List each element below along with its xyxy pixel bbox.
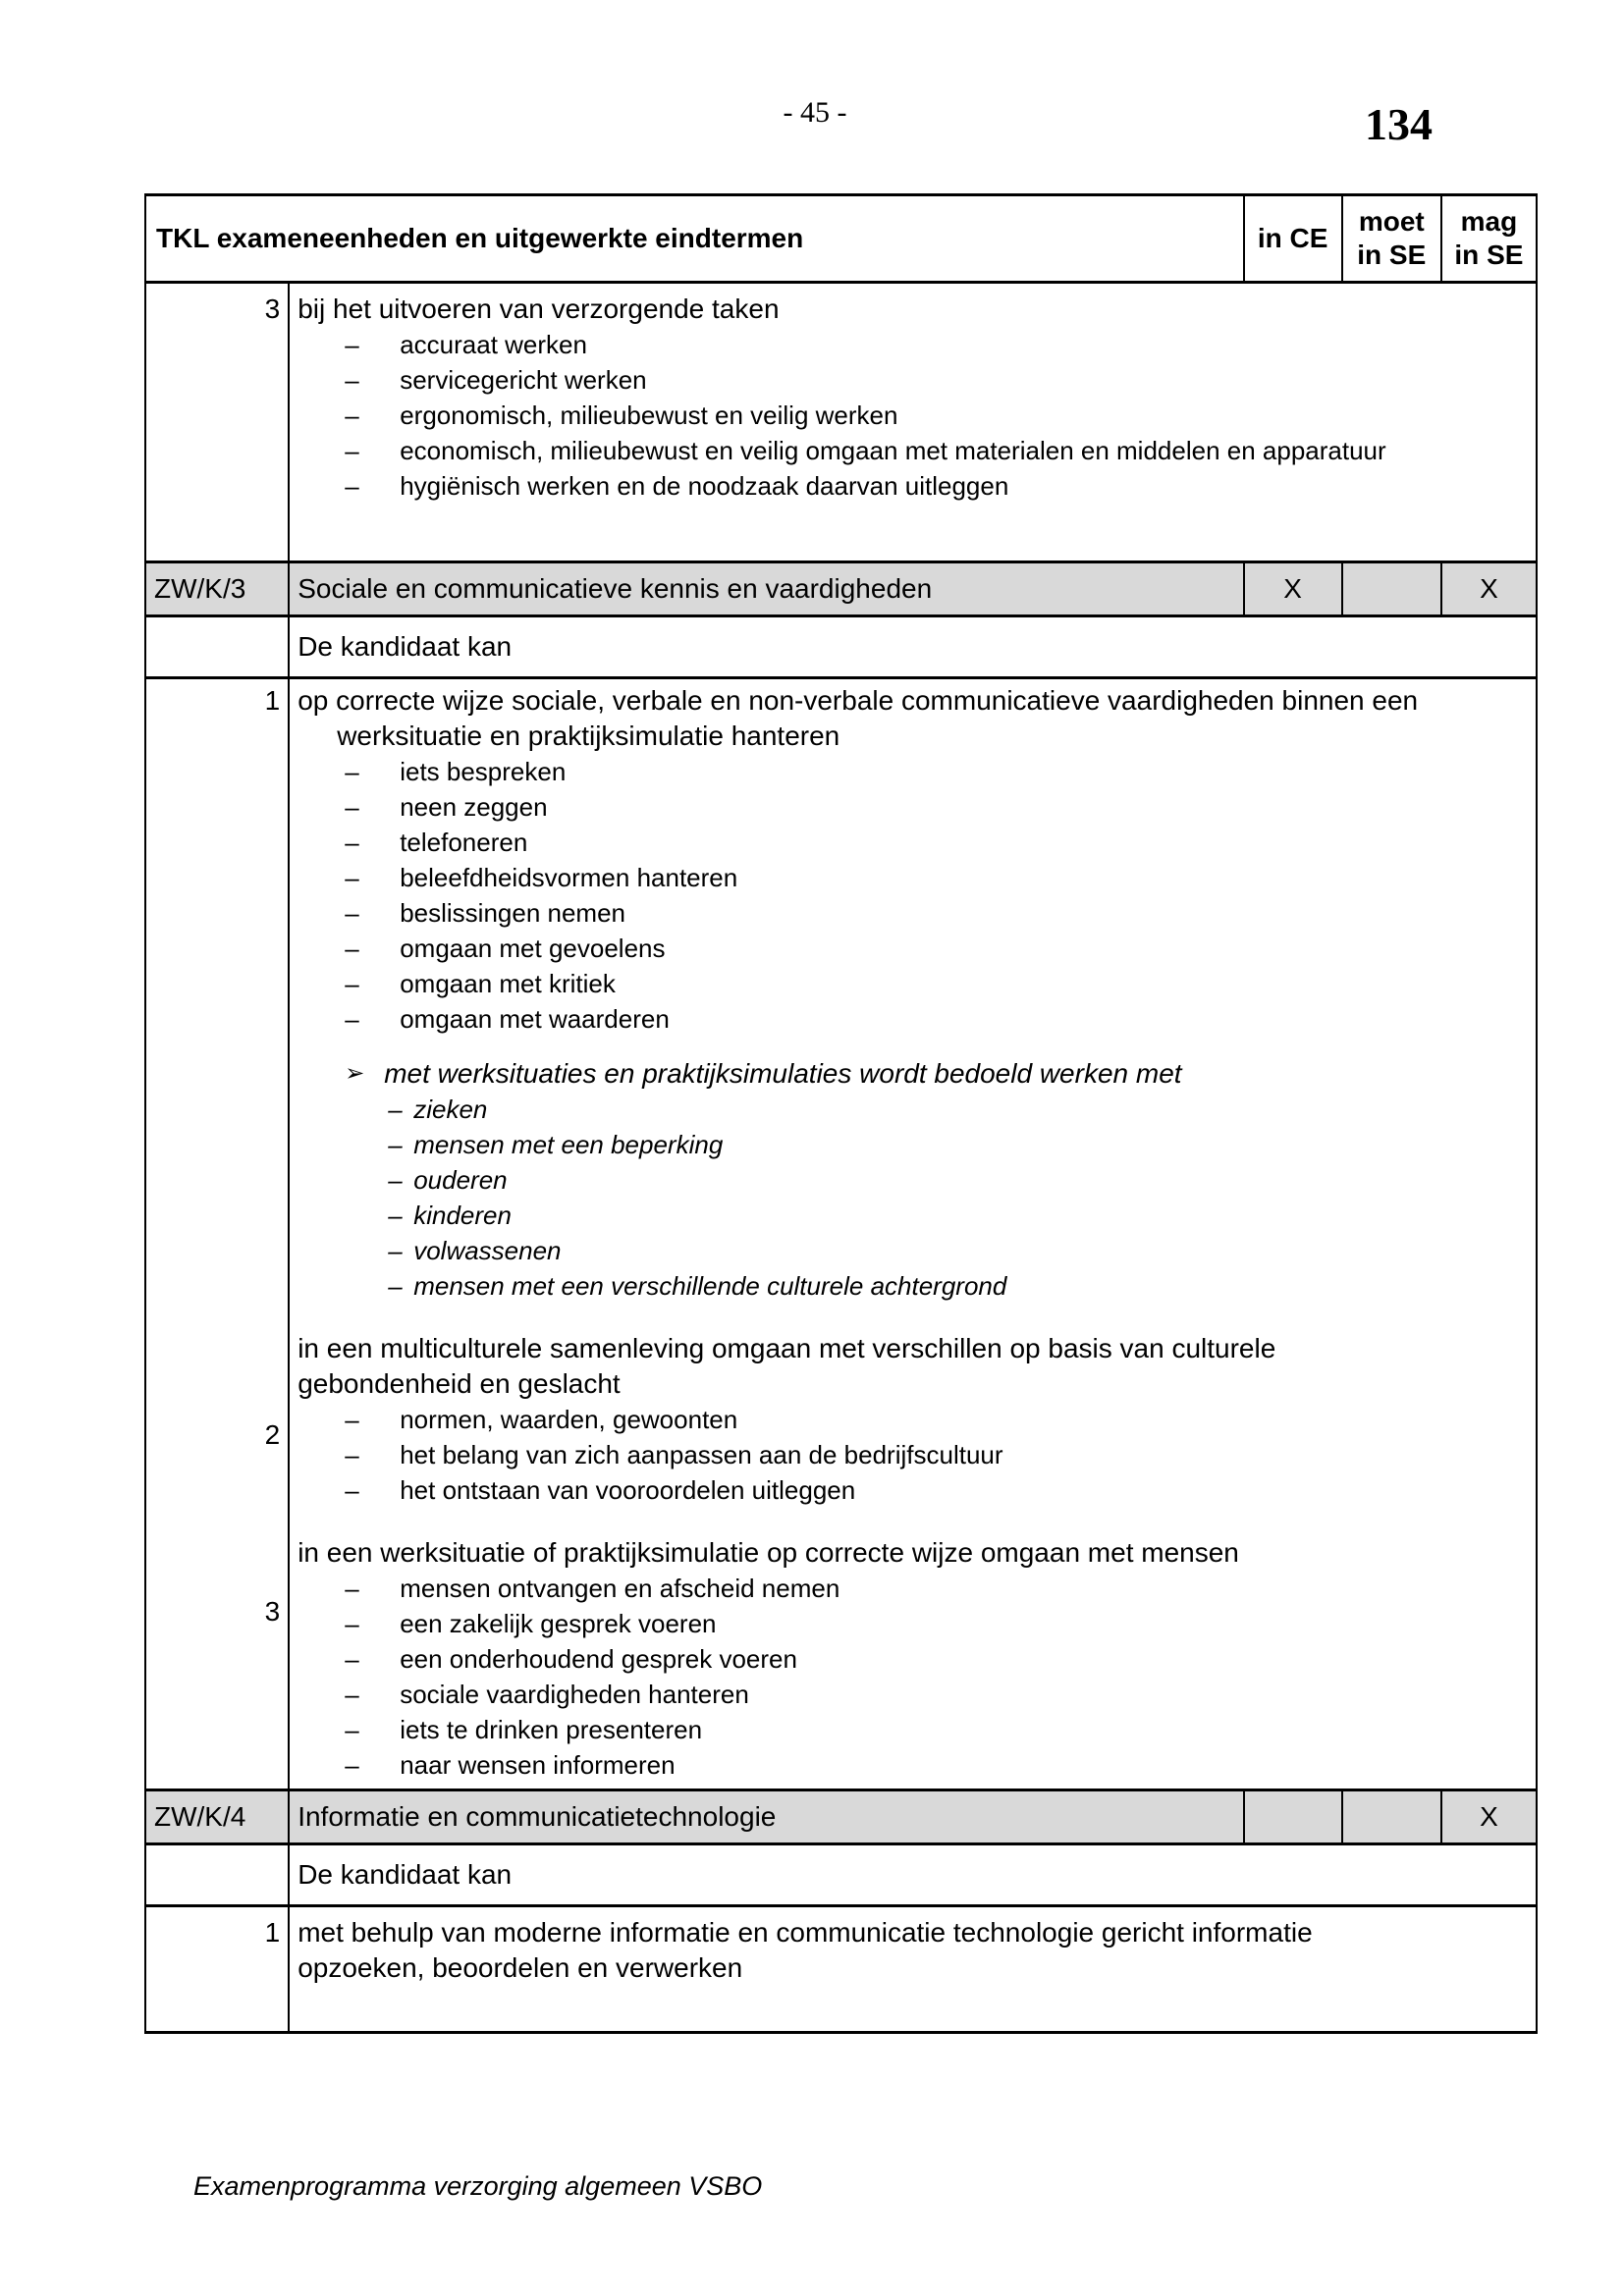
dash-icon: – <box>345 1405 359 1434</box>
dash-icon: – <box>345 365 359 395</box>
header-mag-line2: in SE <box>1454 240 1524 270</box>
dash-icon: – <box>345 1644 359 1674</box>
list-item <box>298 1402 1526 1437</box>
term-number: 1 <box>264 685 281 716</box>
list-item <box>298 895 1526 931</box>
header-moet-line2: in SE <box>1357 240 1427 270</box>
term-number: 3 <box>145 283 289 562</box>
in-ce-mark <box>1244 1790 1342 1844</box>
list-item <box>298 966 1526 1001</box>
mag-in-se-mark: X <box>1441 1790 1537 1844</box>
list-item <box>298 327 1526 362</box>
list-item-text: hygiënisch werken en de noodzaak daarvan uitleggen <box>400 471 1009 501</box>
dash-icon: – <box>345 1715 359 1744</box>
note-item-text: volwassenen <box>413 1236 562 1265</box>
terms-row <box>145 678 1537 1790</box>
unit-row-zwk4 <box>145 1790 1537 1844</box>
list-item-text: een zakelijk gesprek voeren <box>400 1609 717 1638</box>
dash-icon: – <box>345 934 359 963</box>
dash-icon: – <box>345 1609 359 1638</box>
dash-icon: – <box>388 1236 403 1265</box>
note-item-text: mensen met een verschillende culturele achtergrond <box>413 1271 1007 1301</box>
in-ce-mark: X <box>1244 562 1342 616</box>
list-item-text: omgaan met kritiek <box>400 969 616 998</box>
dash-icon: – <box>345 330 359 359</box>
table-header-row <box>145 195 1537 283</box>
term-body <box>289 1906 1537 2033</box>
dash-icon: – <box>388 1095 403 1124</box>
dash-icon: – <box>388 1165 403 1195</box>
dash-icon: – <box>345 471 359 501</box>
list-item <box>298 468 1526 504</box>
list-item <box>298 1747 1526 1783</box>
header-moet-in-se <box>1342 195 1441 283</box>
dash-icon: – <box>345 792 359 822</box>
list-item <box>298 1641 1526 1677</box>
intro-row <box>145 1844 1537 1906</box>
list-item-text: telefoneren <box>400 828 528 857</box>
document-number: 134 <box>1365 99 1433 149</box>
term-row <box>145 1906 1537 2033</box>
intro-text: De kandidaat kan <box>289 1844 1537 1906</box>
term-body <box>289 283 1537 562</box>
dash-icon: – <box>345 969 359 998</box>
note-item-text: mensen met een beperking <box>413 1130 724 1159</box>
list-item-text: neen zeggen <box>400 792 548 822</box>
unit-code: ZW/K/3 <box>145 562 289 616</box>
note-item-text: zieken <box>413 1095 488 1124</box>
list-item <box>298 1571 1526 1606</box>
dash-icon: – <box>388 1201 403 1230</box>
term-2 <box>298 1331 1526 1508</box>
unit-code: ZW/K/4 <box>145 1790 289 1844</box>
dash-icon: – <box>345 436 359 465</box>
list-item-text: normen, waarden, gewoonten <box>400 1405 738 1434</box>
term-text: in een werksituatie of praktijksimulatie op correcte wijze omgaan met mensen <box>298 1537 1239 1568</box>
list-item-text: servicegericht werken <box>400 365 647 395</box>
empty-cell <box>145 1844 289 1906</box>
unit-name: Sociale en communicatieve kennis en vaardigheden <box>289 562 1243 616</box>
list-item-text: omgaan met gevoelens <box>400 934 666 963</box>
list-item <box>298 433 1526 468</box>
term-text-cont: opzoeken, beoordelen en verwerken <box>298 1952 743 1983</box>
dash-icon: – <box>345 828 359 857</box>
list-item <box>298 1472 1526 1508</box>
term-text: met behulp van moderne informatie en communicatie technologie gericht informatie <box>298 1917 1313 1948</box>
unit-row-zwk3 <box>145 562 1537 616</box>
dash-icon: – <box>345 1004 359 1034</box>
moet-in-se-mark <box>1342 562 1441 616</box>
dash-icon: – <box>345 1574 359 1603</box>
list-item <box>298 398 1526 433</box>
list-item <box>298 825 1526 860</box>
note-item-text: kinderen <box>413 1201 512 1230</box>
term-3 <box>298 1535 1526 1783</box>
list-item <box>298 754 1526 789</box>
term-number: 2 <box>264 1419 281 1450</box>
list-item-text: naar wensen informeren <box>400 1750 676 1780</box>
list-item <box>298 860 1526 895</box>
list-item-text: iets te drinken presenteren <box>400 1715 703 1744</box>
list-item-text: beslissingen nemen <box>400 898 626 928</box>
note <box>298 1056 1526 1092</box>
arrow-bullet-icon: ➢ <box>345 1060 365 1087</box>
list-item-text: het ontstaan van vooroordelen uitleggen <box>400 1475 856 1505</box>
term-text-cont: werksituatie en praktijksimulatie hanteren <box>337 721 840 751</box>
dash-icon: – <box>345 1750 359 1780</box>
term-number: 3 <box>264 1596 281 1627</box>
term-1 <box>298 683 1526 1304</box>
term-number: 1 <box>145 1906 289 2033</box>
list-item-text: sociale vaardigheden hanteren <box>400 1680 749 1709</box>
note-item <box>298 1162 1526 1198</box>
note-item <box>298 1233 1526 1268</box>
header-mag-in-se <box>1441 195 1537 283</box>
header-title: TKL exameneenheden en uitgewerkte eindtermen <box>145 195 1244 283</box>
list-item-text: economisch, milieubewust en veilig omgaan met materialen en middelen en apparatuur <box>400 436 1386 465</box>
header-mag-line1: mag <box>1460 206 1518 237</box>
list-item <box>298 931 1526 966</box>
note-item <box>298 1198 1526 1233</box>
list-item-text: een onderhoudend gesprek voeren <box>400 1644 797 1674</box>
list-item <box>298 1712 1526 1747</box>
page-number: - 45 - <box>783 96 847 129</box>
list-item <box>298 1677 1526 1712</box>
mag-in-se-mark: X <box>1441 562 1537 616</box>
dash-icon: – <box>345 1440 359 1469</box>
list-item <box>298 789 1526 825</box>
dash-icon: – <box>345 1475 359 1505</box>
note-item <box>298 1092 1526 1127</box>
list-item-text: ergonomisch, milieubewust en veilig werken <box>400 400 898 430</box>
unit-name: Informatie en communicatietechnologie <box>289 1790 1243 1844</box>
note-item <box>298 1127 1526 1162</box>
note-item <box>298 1268 1526 1304</box>
list-item-text: accuraat werken <box>400 330 587 359</box>
dash-icon: – <box>388 1271 403 1301</box>
intro-row <box>145 616 1537 678</box>
term-text: bij het uitvoeren van verzorgende taken <box>298 294 780 324</box>
terms-body <box>289 678 1537 1790</box>
list-item-text: omgaan met waarderen <box>400 1004 670 1034</box>
list-item-text: het belang van zich aanpassen aan de bedrijfscultuur <box>400 1440 1003 1469</box>
intro-text: De kandidaat kan <box>289 616 1537 678</box>
note-item-text: ouderen <box>413 1165 508 1195</box>
dash-icon: – <box>388 1130 403 1159</box>
exam-units-table <box>144 193 1538 2034</box>
term-text: in een multiculturele samenleving omgaan met verschillen op basis van culturele <box>298 1333 1276 1363</box>
header-in-ce: in CE <box>1244 195 1342 283</box>
dash-icon: – <box>345 863 359 892</box>
dash-icon: – <box>345 898 359 928</box>
moet-in-se-mark <box>1342 1790 1441 1844</box>
empty-cell <box>145 616 289 678</box>
list-item <box>298 1606 1526 1641</box>
list-item-text: mensen ontvangen en afscheid nemen <box>400 1574 840 1603</box>
term-text-cont: gebondenheid en geslacht <box>298 1368 621 1399</box>
term-row <box>145 283 1537 562</box>
list-item-text: beleefdheidsvormen hanteren <box>400 863 738 892</box>
page-footer: Examenprogramma verzorging algemeen VSBO <box>193 2171 763 2201</box>
list-item <box>298 1001 1526 1037</box>
dash-icon: – <box>345 400 359 430</box>
list-item <box>298 362 1526 398</box>
note-text: met werksituaties en praktijksimulaties wordt bedoeld werken met <box>384 1058 1182 1089</box>
dash-icon: – <box>345 757 359 786</box>
list-item <box>298 1437 1526 1472</box>
header-moet-line1: moet <box>1358 206 1425 237</box>
term-numbers <box>145 678 289 1790</box>
list-item-text: iets bespreken <box>400 757 567 786</box>
dash-icon: – <box>345 1680 359 1709</box>
term-text: op correcte wijze sociale, verbale en non-verbale communicatieve vaardigheden binnen een <box>298 685 1419 716</box>
